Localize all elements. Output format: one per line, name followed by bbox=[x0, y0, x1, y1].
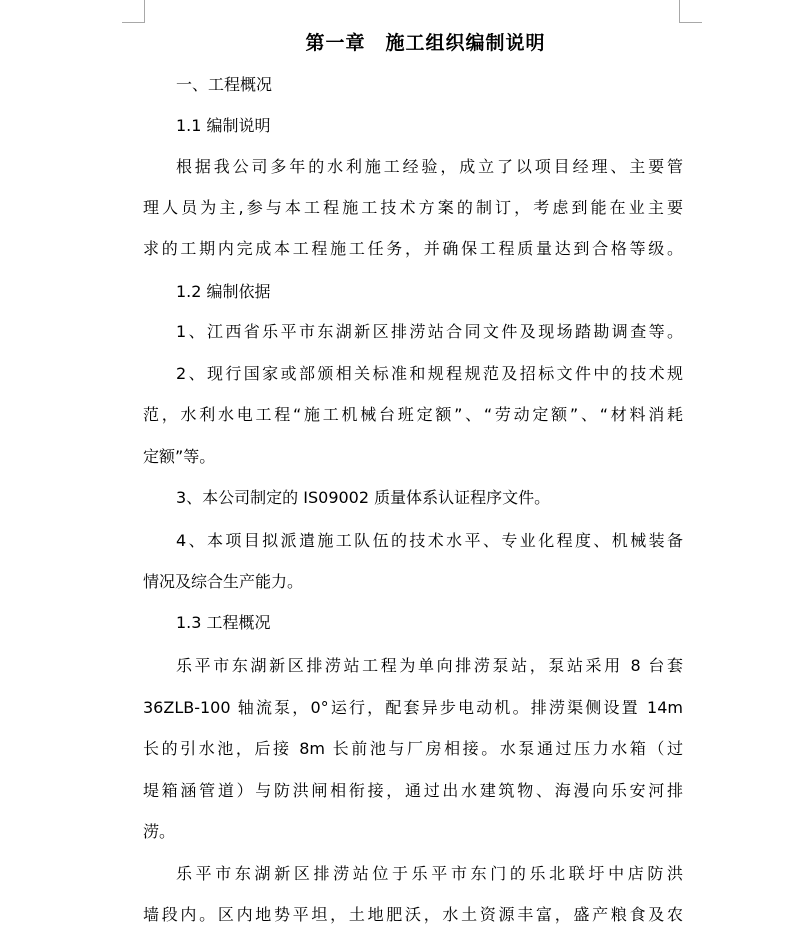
paragraph-line: 36ZLB-100 轴流泵，0°运行，配套异步电动机。排涝渠侧设置 14m bbox=[143, 698, 683, 717]
subsection-heading-1-3: 1.3 工程概况 bbox=[176, 613, 271, 632]
list-item-4-end: 情况及综合生产能力。 bbox=[143, 572, 304, 591]
paragraph-line: 理人员为主,参与本工程施工技术方案的制订，考虑到能在业主要 bbox=[143, 198, 683, 217]
paragraph-line: 乐平市东湖新区排涝站工程为单向排涝泵站，泵站采用 8 台套 bbox=[176, 656, 683, 675]
chapter-title: 第一章 施工组织编制说明 bbox=[305, 32, 546, 54]
paragraph-line: 墙段内。区内地势平坦，土地肥沃，水土资源丰富，盛产粮食及农 bbox=[143, 905, 683, 924]
paragraph-line: 堤箱涵管道）与防洪闸相衔接，通过出水建筑物、海漫向乐安河排 bbox=[143, 781, 683, 800]
page-corner-mark-right bbox=[679, 0, 702, 23]
list-item-4: 4、本项目拟派遣施工队伍的技术水平、专业化程度、机械装备 bbox=[176, 531, 683, 550]
paragraph-line: 乐平市东湖新区排涝站位于乐平市东门的乐北联圩中店防洪 bbox=[176, 864, 683, 883]
subsection-heading-1-1: 1.1 编制说明 bbox=[176, 116, 271, 135]
paragraph-line: 长的引水池，后接 8m 长前池与厂房相接。水泵通过压力水箱（过 bbox=[143, 739, 683, 758]
list-item-1: 1、江西省乐平市东湖新区排涝站合同文件及现场踏勘调查等。 bbox=[176, 322, 683, 341]
paragraph-line: 根据我公司多年的水利施工经验，成立了以项目经理、主要管 bbox=[176, 157, 683, 176]
list-item-3: 3、本公司制定的 IS09002 质量体系认证程序文件。 bbox=[176, 488, 551, 507]
paragraph-line: 求的工期内完成本工程施工任务，并确保工程质量达到合格等级。 bbox=[143, 239, 683, 258]
list-item-2: 2、现行国家或部颁相关标准和规程规范及招标文件中的技术规 bbox=[176, 364, 683, 383]
subsection-heading-1-2: 1.2 编制依据 bbox=[176, 282, 271, 301]
paragraph-line-end: 涝。 bbox=[143, 822, 176, 841]
list-item-2-continued: 范，水利水电工程“施工机械台班定额”、“劳动定额”、“材料消耗 bbox=[143, 405, 683, 424]
section-heading-overview: 一、工程概况 bbox=[176, 75, 273, 94]
list-item-2-end: 定额”等。 bbox=[143, 447, 216, 466]
page-corner-mark-left bbox=[122, 0, 145, 23]
